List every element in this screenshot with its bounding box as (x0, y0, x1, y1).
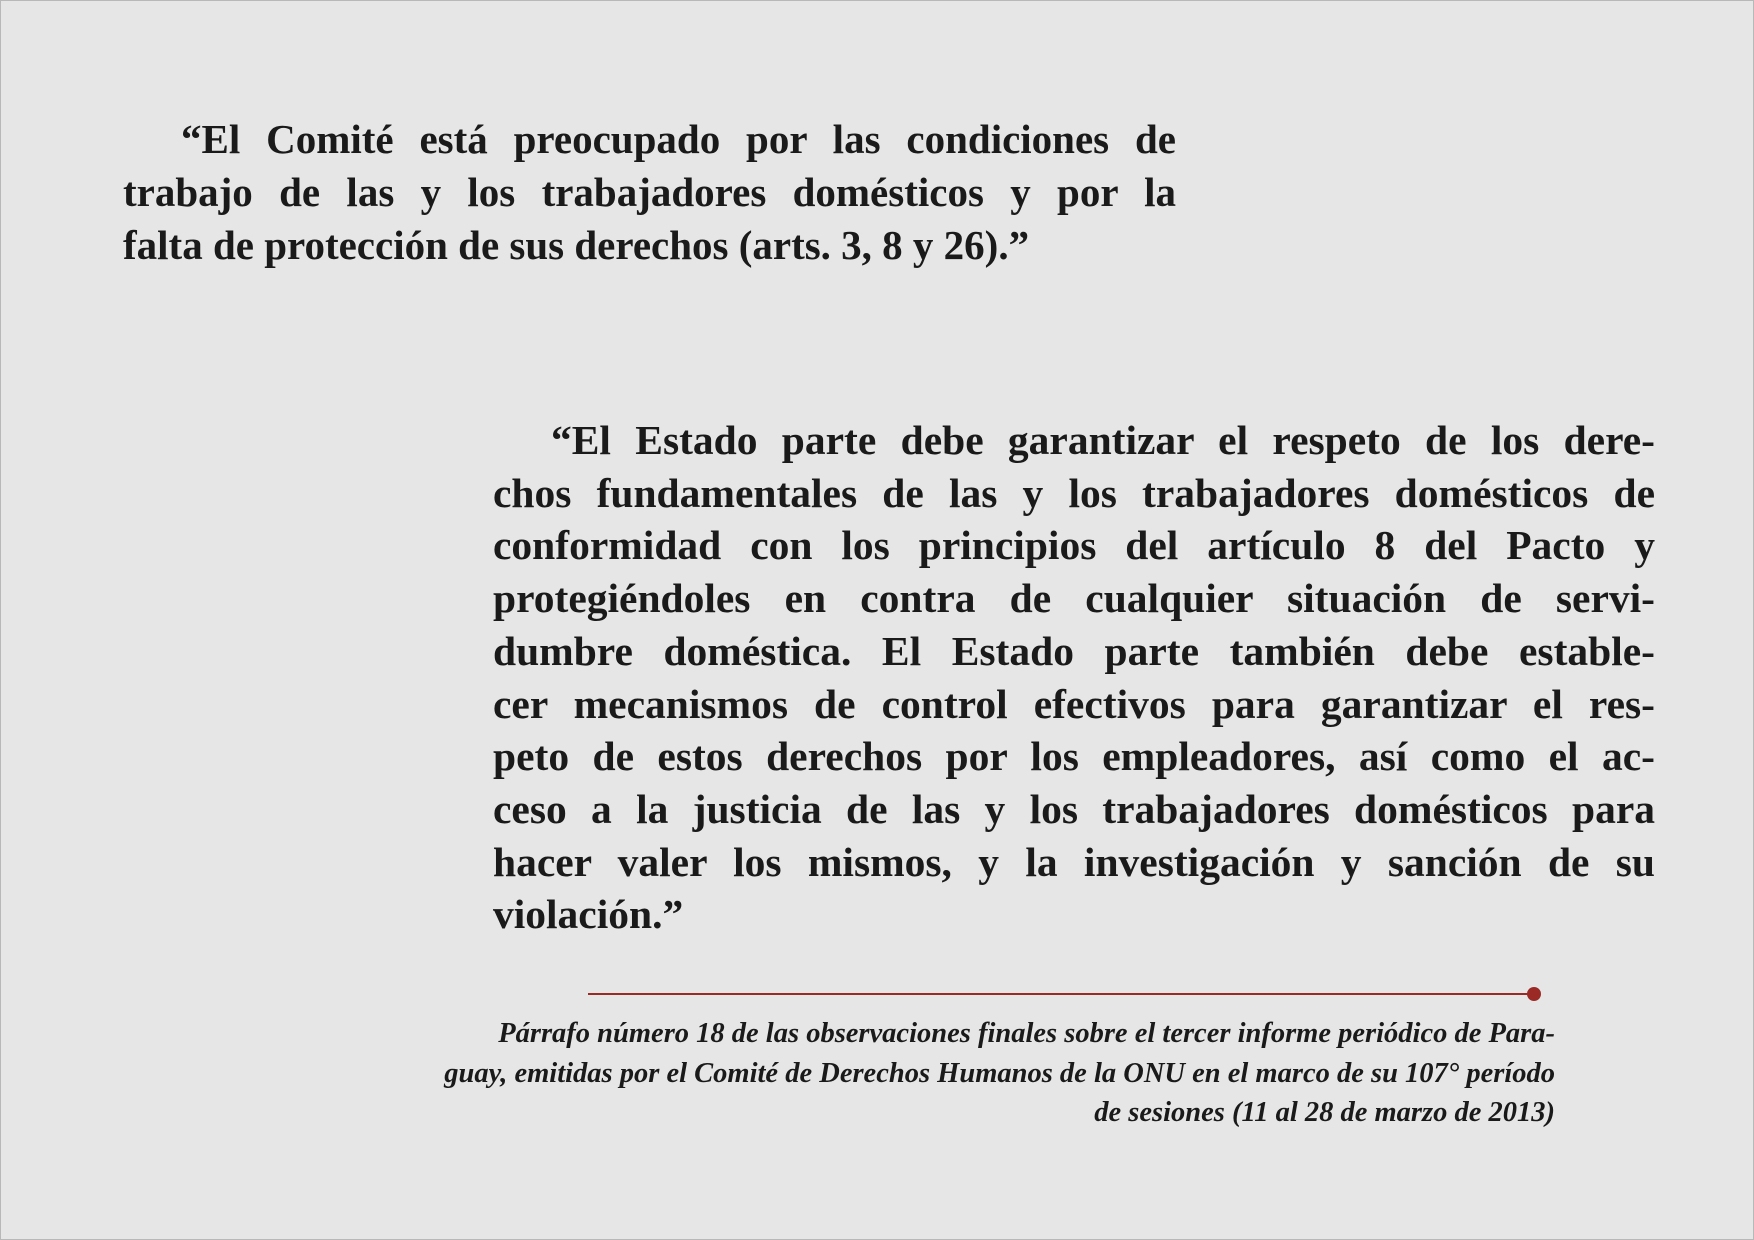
quote-1-line: falta de protección de sus derechos (arts. 3, 8 y 26).” (123, 222, 1030, 268)
quote-2-line: chos fundamentales de las y los trabajadores domésticos de (493, 469, 1655, 516)
quote-1-line: “El Comité está preocupado por las condiciones de (181, 116, 1176, 162)
quote-2-line: dumbre doméstica. El Estado parte también debe estable- (493, 627, 1655, 674)
quote-2-line: “El Estado parte debe garantizar el respeto de los dere- (551, 417, 1655, 463)
citation-line: guay, emitidas por el Comité de Derechos Humanos de la ONU en el marco de su 107° período (444, 1057, 1555, 1089)
citation-divider-rule (588, 993, 1531, 995)
quote-2-line: conformidad con los principios del artículo 8 del Pacto y (493, 522, 1655, 569)
quote-2-line: violación.” (493, 891, 684, 938)
quote-committee-concern (123, 113, 1176, 272)
quote-2-line: protegiéndoles en contra de cualquier situación de servi- (493, 575, 1655, 622)
quote-state-obligation (493, 414, 1655, 941)
quote-2-line: peto de estos derechos por los empleadores, así como el ac- (493, 733, 1655, 780)
quote-1-line: trabajo de las y los trabajadores domésticos y por la (123, 169, 1176, 215)
quote-2-line: ceso a la justicia de las y los trabajadores domésticos para (493, 785, 1655, 832)
citation-line: de sesiones (11 al 28 de marzo de 2013) (1094, 1097, 1555, 1128)
quote-2-line: cer mecanismos de control efectivos para garantizar el res- (493, 680, 1655, 727)
citation-line: Párrafo número 18 de las observaciones finales sobre el tercer informe periódico de Para- (498, 1018, 1555, 1049)
source-citation (240, 1014, 1555, 1133)
divider-end-dot (1527, 987, 1541, 1001)
quote-2-line: hacer valer los mismos, y la investigación y sanción de su (493, 838, 1655, 885)
